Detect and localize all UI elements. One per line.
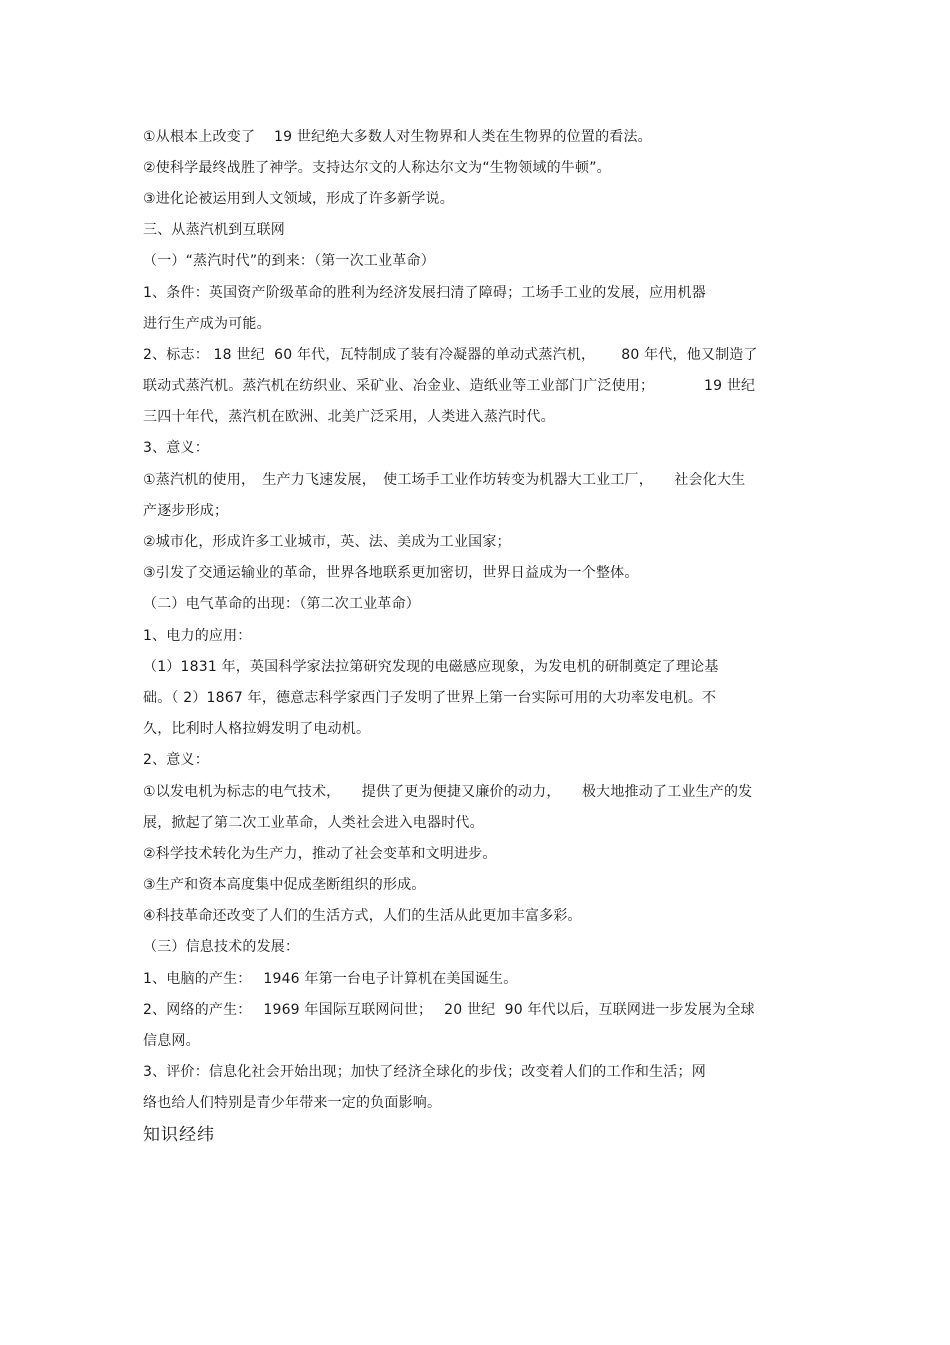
text-line-15: ③引发了交通运输业的革命，世界各地联系更加密切，世界日益成为一个整体。 xyxy=(143,565,639,581)
text-line-31: 3、评价：信息化社会开始出现；加快了经济全球化的步伐；改变着人们的工作和生活；网 xyxy=(143,1064,706,1080)
text-line-26: ④科技革命还改变了人们的生活方式，人们的生活从此更加丰富多彩。 xyxy=(143,908,582,924)
text-line-20: 久，比利时人格拉姆发明了电动机。 xyxy=(143,721,371,737)
text-line-6: 1、条件：英国资产阶级革命的胜利为经济发展扫清了障碍；工场手工业的发展，应用机器 xyxy=(143,285,706,301)
section-heading-knowledge: 知识经纬 xyxy=(143,1125,215,1145)
text-line-10: 三四十年代，蒸汽机在欧洲、北美广泛采用，人类进入蒸汽时代。 xyxy=(143,409,555,425)
subsection-heading-3: （三）信息技术的发展： xyxy=(143,939,300,955)
text-line-9: 联动式蒸汽机。蒸汽机在纺织业、采矿业、冶金业、造纸业等工业部门广泛使用； 19 世纪 xyxy=(143,378,756,394)
subsection-heading-2: （二）电气革命的出现：（第二次工业革命） xyxy=(143,596,420,612)
text-line-30: 信息网。 xyxy=(143,1033,200,1049)
text-line-8: 2、标志： 18 世纪 60 年代，瓦特制成了装有冷凝器的单动式蒸汽机， 80 年代，他又制造了 xyxy=(143,347,758,363)
section-heading-3: 三、从蒸汽机到互联网 xyxy=(143,222,285,238)
text-line-19: 础。（ 2）1867 年，德意志科学家西门子发明了世界上第一台实际可用的大功率发电机。不 xyxy=(143,690,717,706)
text-line-3: ③进化论被运用到人文领域，形成了许多新学说。 xyxy=(143,191,454,207)
text-line-11: 3、意义： xyxy=(143,440,209,456)
text-line-23: 展，掀起了第二次工业革命，人类社会进入电器时代。 xyxy=(143,815,484,831)
text-line-13: 产逐步形成； xyxy=(143,503,229,519)
text-line-2: ②使科学最终战胜了神学。支持达尔文的人称达尔文为“生物领域的牛顿”。 xyxy=(143,160,611,176)
text-line-14: ②城市化，形成许多工业城市，英、法、美成为工业国家； xyxy=(143,534,511,550)
text-line-29: 2、网络的产生： 1969 年国际互联网问世； 20 世纪 90 年代以后，互联网进一步发展为全球 xyxy=(143,1002,755,1018)
text-line-32: 络也给人们特别是青少年带来一定的负面影响。 xyxy=(143,1095,442,1111)
text-line-12: ①蒸汽机的使用， 生产力飞速发展， 使工场手工业作坊转变为机器大工业工厂， 社会化大生 xyxy=(143,472,746,488)
text-line-24: ②科学技术转化为生产力，推动了社会变革和文明进步。 xyxy=(143,846,497,862)
subsection-heading-1: （一）“蒸汽时代”的到来：（第一次工业革命） xyxy=(143,253,435,269)
text-line-17: 1、电力的应用： xyxy=(143,628,252,644)
text-line-22: ①以发电机为标志的电气技术， 提供了更为便捷又廉价的动力， 极大地推动了工业生产的发 xyxy=(143,784,753,800)
text-line-25: ③生产和资本高度集中促成垄断组织的形成。 xyxy=(143,877,426,893)
text-line-28: 1、电脑的产生： 1946 年第一台电子计算机在美国诞生。 xyxy=(143,971,518,987)
text-line-18: （1）1831 年，英国科学家法拉第研究发现的电磁感应现象，为发电机的研制奠定了理论基 xyxy=(143,659,719,675)
text-line-21: 2、意义： xyxy=(143,752,209,768)
text-line-1: ①从根本上改变了 19 世纪绝大多数人对生物界和人类在生物界的位置的看法。 xyxy=(143,129,652,145)
text-line-7: 进行生产成为可能。 xyxy=(143,316,271,332)
